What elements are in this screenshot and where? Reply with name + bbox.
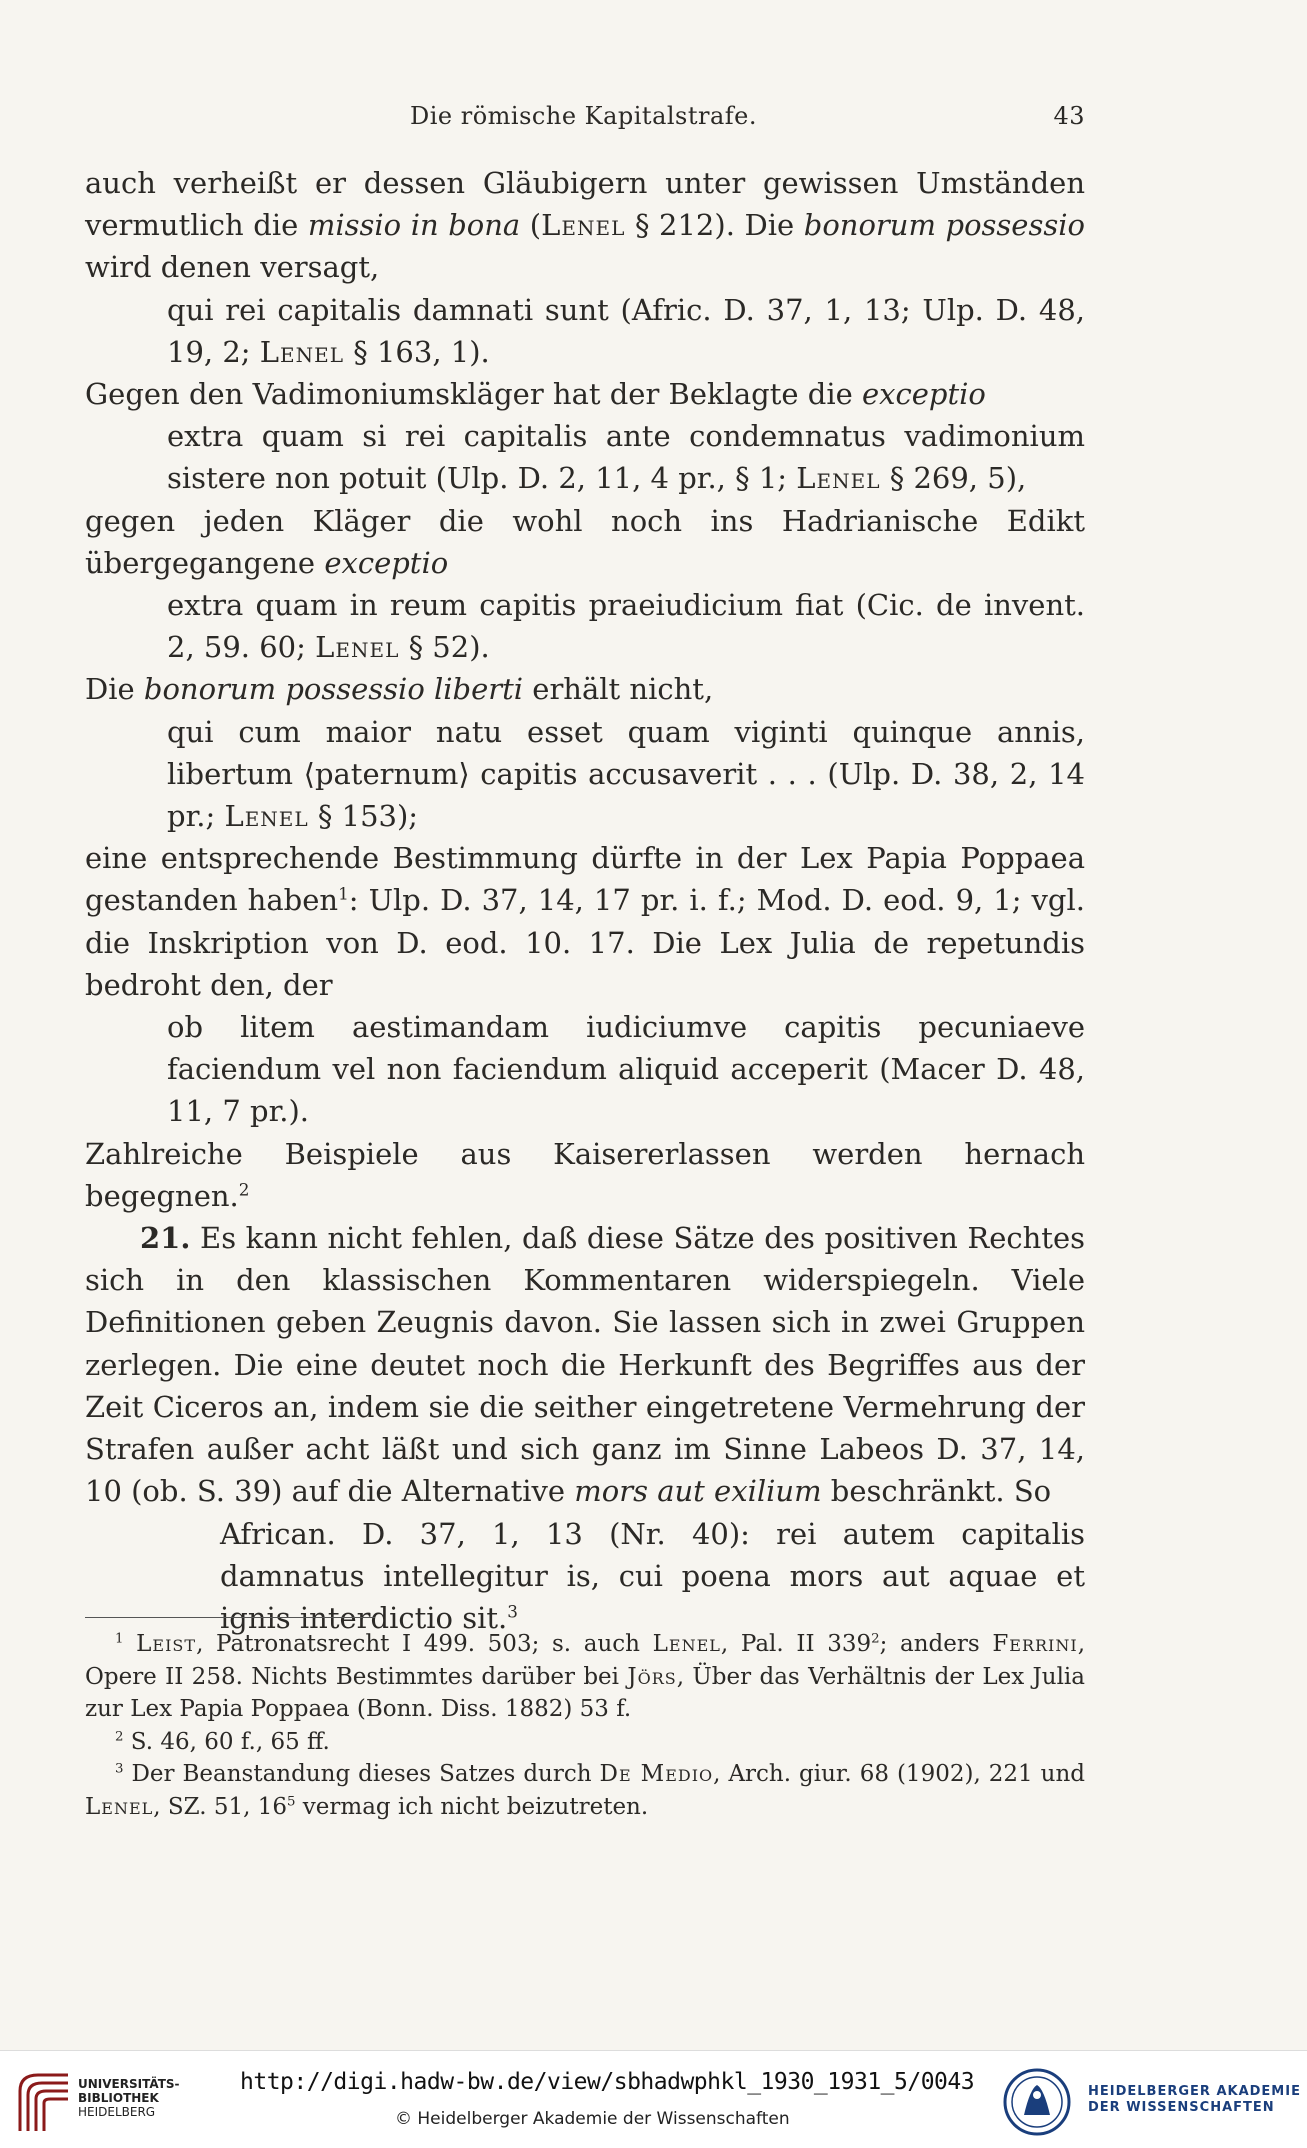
library-line-3: HEIDELBERG [78, 2105, 156, 2119]
text-run [123, 1631, 136, 1657]
text-run: African. D. 37, 1, 13 (Nr. 40): rei autem capitalis damnatus intellegitur is, cui poena mors aut aquae et ignis interdictio sit. [220, 1516, 1085, 1635]
permalink-url[interactable]: http://digi.hadw-bw.de/view/sbhadwphkl_1930_1931_5/0043 [240, 2069, 975, 2095]
paragraph [85, 162, 1085, 289]
paragraph [85, 1133, 1085, 1217]
italic-text: missio in bona [307, 208, 521, 243]
section-number: 21. [140, 1221, 191, 1256]
paragraph [85, 500, 1085, 584]
text-run: gegen jeden Kläger die wohl noch ins Hadrianische Edikt übergegangene [85, 503, 1085, 580]
author-name: Ferrini [992, 1631, 1078, 1657]
author-name: Leist [136, 1631, 197, 1657]
author-name: Lenel [796, 461, 881, 496]
footnote [85, 1758, 1085, 1823]
text-run: eine entsprechende Bestimmung dürfte in der Lex Papia Poppaea gestanden haben [85, 841, 1085, 918]
footnote-ref: 1 [115, 1631, 124, 1647]
italic-text: exceptio [324, 545, 449, 580]
italic-text: exceptio [861, 377, 986, 412]
text-run: § 153); [308, 799, 419, 834]
text-run: § 269, 5), [880, 461, 1027, 496]
footnote [85, 1726, 1085, 1759]
text-run: ob litem aestimandam iudiciumve capitis pecuniaeve faciendum vel non faciendum aliquid acceperit (Macer D. 48, 11, 7 pr.). [167, 1010, 1085, 1129]
text-run: Der Beanstandung dieses Satzes durch [123, 1761, 600, 1788]
footnote-rule [85, 1617, 375, 1618]
text-run: wird denen versagt, [85, 250, 380, 285]
author-name: Lenel [315, 630, 400, 665]
text-run: § 163, 1). [344, 334, 490, 369]
academy-seal-icon [1002, 2067, 1072, 2137]
text-run: qui rei capitalis damnati sunt (Afric. D. 37, 1, 13; Ulp. D. 48, 19, 2; [167, 292, 1085, 369]
text-run: extra quam in reum capitis praeiudicium fiat (Cic. de invent. 2, 59. 60; [167, 588, 1085, 665]
text-run: ( [520, 208, 542, 243]
text-run: vermag ich nicht beizutreten. [295, 1793, 649, 1820]
library-line-2: BIBLIOTHEK [78, 2091, 159, 2105]
text-run: ; anders [879, 1631, 993, 1657]
text-run: extra quam si rei capitalis ante condemnatus vadimonium sistere non potuit (Ulp. D. 2, 11, 4 pr., § 1; [167, 419, 1085, 496]
text-run: Es kann nicht fehlen, daß diese Sätze des positiven Rechtes sich in den klassischen Kommentaren widerspiegeln. Viele Definitionen geben Zeugnis davon. Sie lassen sich in zwei Gruppen zerlegen. Die eine deutet noch die Herkunft des Begriffes aus der Zeit Ciceros an, indem sie die seither eingetretene Vermehrung der Strafen außer acht läßt und sich ganz im Sinne Labeos D. 37, 14, 10 (ob. S. 39) auf die Alternative [85, 1221, 1085, 1509]
paragraph [85, 373, 1085, 415]
quotation-block [167, 1006, 1085, 1133]
page-number: 43 [1053, 102, 1085, 130]
author-name: Lenel [259, 334, 345, 369]
quotation-block [220, 1513, 1085, 1640]
viewer-footer [0, 2050, 1307, 2148]
university-library-name [78, 2077, 180, 2119]
paragraph [85, 1217, 1085, 1512]
text-run: , Patronatsrecht I 499. 503; s. auch [196, 1631, 653, 1657]
university-library-logo-icon [14, 2069, 74, 2135]
footnote-ref: 2 [871, 1631, 880, 1647]
text-run: , Arch. giur. 68 (1902), 221 und [713, 1761, 1085, 1788]
text-run: § 212). Die [625, 208, 804, 243]
text-run: auch verheißt er dessen Gläubigern unter gewissen Umständen vermutlich die [85, 166, 1085, 243]
running-header [85, 102, 1085, 142]
italic-text: bonorum possessio liberti [143, 672, 524, 707]
quotation-block [167, 711, 1085, 838]
footnote-ref: 2 [238, 1179, 250, 1200]
paragraph [85, 668, 1085, 710]
text-run: qui cum maior natu esset quam viginti quinque annis, libertum ⟨paternum⟩ capitis accusaverit . . . (Ulp. D. 38, 2, 14 pr.; [167, 714, 1085, 834]
footnote-ref: 3 [507, 1601, 518, 1622]
author-name: Lenel [652, 1631, 721, 1657]
library-line-1: UNIVERSITÄTS- [78, 2077, 180, 2091]
text-run: , Pal. II 339 [720, 1631, 872, 1657]
text-run: Die [85, 672, 144, 707]
footnotes [85, 1628, 1085, 1824]
text-run: : Ulp. D. 37, 14, 17 pr. i. f.; Mod. D. eod. 9, 1; vgl. die Inskription von D. eod. 10. 17. Die Lex Julia de repetundis bedroht den, der [85, 883, 1085, 1002]
academy-line-2: DER WISSENSCHAFTEN [1088, 2100, 1275, 2115]
body-text [85, 162, 1085, 1639]
footnote-ref: 5 [287, 1794, 296, 1810]
author-name: Lenel [85, 1793, 154, 1820]
author-name: Jörs [627, 1663, 677, 1690]
text-run: , Über das Verhältnis der Lex Julia zur Lex Papia Poppaea (Bonn. Diss. 1882) 53 f. [85, 1663, 1085, 1723]
paragraph [85, 837, 1085, 1006]
copyright-notice: © Heidelberger Akademie der Wissenschaften [395, 2109, 790, 2129]
footnote-ref: 2 [115, 1729, 124, 1745]
text-run: beschränkt. So [821, 1474, 1052, 1509]
quotation-block [167, 289, 1085, 373]
academy-name [1088, 2084, 1301, 2116]
footnote-ref: 3 [115, 1761, 124, 1777]
quotation-block [167, 584, 1085, 668]
italic-text: bonorum possessio [803, 208, 1085, 243]
quotation-block [167, 415, 1085, 499]
text-run: S. 46, 60 f., 65 ff. [123, 1728, 330, 1755]
author-name: De Medio [599, 1761, 714, 1788]
text-run: Gegen den Vadimoniumskläger hat der Beklagte die [85, 377, 862, 412]
text-run: , Opere II 258. Nichts Bestimmtes darüber bei [85, 1631, 1086, 1690]
italic-text: mors aut exilium [574, 1474, 822, 1509]
academy-line-1: HEIDELBERGER AKADEMIE [1088, 2084, 1301, 2099]
author-name: Lenel [541, 208, 626, 243]
text-run: , SZ. 51, 16 [153, 1793, 287, 1820]
footnote-ref: 1 [338, 883, 349, 904]
author-name: Lenel [224, 799, 309, 834]
text-run: Zahlreiche Beispiele aus Kaisererlassen werden hernach begegnen. [85, 1136, 1085, 1213]
text-run: erhält nicht, [523, 672, 714, 707]
text-run: § 52). [399, 630, 490, 665]
running-title: Die römische Kapitalstrafe. [410, 102, 758, 130]
footnote [85, 1628, 1085, 1726]
